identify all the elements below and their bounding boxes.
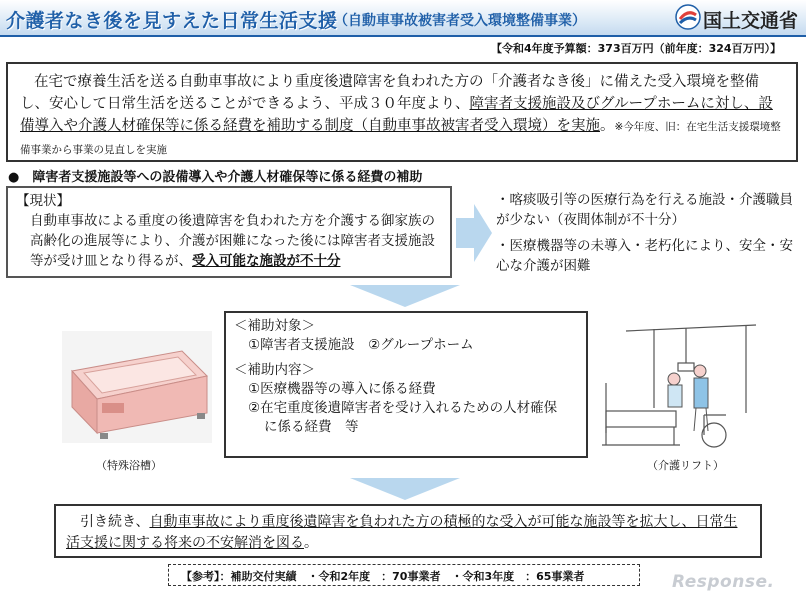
conclusion-box (54, 504, 762, 558)
arrow-down-icon (350, 285, 460, 307)
ministry-name: 国土交通省 (703, 10, 799, 32)
arrow-right-icon (456, 204, 492, 262)
subsidy-box (224, 311, 588, 458)
care-lift-image (596, 323, 766, 455)
intro-end: 。 (600, 118, 615, 134)
subsidy-targets: ①障害者支援施設 ②グループホーム (248, 337, 474, 353)
conclusion-highlight: 自動車事故により重度後遺障害を負われた方の積極的な受入が可能な施設等を拡大し、日常生活支援に関する将来の不安解消を図る (66, 514, 738, 551)
arrow-down-icon (350, 478, 460, 500)
subsidy-content-2: ②在宅重度後遺障害者を受け入れるための人材確保 (248, 400, 558, 416)
issues-list (492, 190, 798, 282)
subsidy-content-2-cont: に係る経費 等 (264, 419, 359, 435)
current-highlight: 受入可能な施設が不十分 (192, 253, 341, 269)
page-title: 介護者なき後を見すえた日常生活支援 (6, 10, 338, 32)
current-label: 【現状】 (16, 193, 70, 209)
current-situation-box (6, 186, 452, 278)
bathtub-caption: （特殊浴槽） (96, 459, 162, 472)
reference-box: 【参考】：補助交付実績 ・令和2年度 ：70事業者 ・令和3年度 ：65事業者 (168, 564, 640, 586)
ministry-logo-icon (675, 4, 701, 30)
intro-note: ※今年度、旧：在宅生活支援環境整備事業から事業の見直しを実施 (20, 121, 781, 156)
special-bathtub-image (62, 331, 212, 443)
watermark: Response. (672, 572, 775, 592)
current-text: 自動車事故による重度の後遺障害を負われた方を介護する御家族の高齢化の進展等により、介護が困難になった後には障害者支援施設等が受け皿となり得るが、 (30, 213, 435, 269)
budget-line: 【令和4年度予算額：373百万円（前年度：324百万円）】 (491, 42, 782, 55)
issue-item: ・医療機器等の未導入・老朽化により、安全・安心な介護が困難 (496, 238, 793, 274)
conclusion-text: 引き続き、 (80, 514, 150, 530)
issue-item: ・喀痰吸引等の医療行為を行える施設・介護職員が少ない（夜間体制が不十分） (496, 192, 793, 228)
header-divider (0, 35, 806, 37)
section-heading: ● 障害者支援施設等への設備導入や介護人材確保等に係る経費の補助 (8, 170, 423, 185)
subsidy-content-label: ＜補助内容＞ (234, 362, 315, 378)
conclusion-end: 。 (304, 535, 318, 551)
intro-text: 在宅で療養生活を送る自動車事故により重度後遺障害を負われた方の「介護者なき後」に備えた受入環境を整備し、安心して日常生活を送ることができるよう、平成３０年度より、 (20, 74, 759, 112)
intro-highlight: 障害者支援施設及びグループホームに対し、設備導入や介護人材確保等に係る経費を補助する制度（自動車事故被害者受入環境）を実施 (20, 96, 773, 134)
subsidy-content-1: ①医療機器等の導入に係る経費 (248, 381, 436, 397)
lift-caption: （介護リフト） (647, 459, 724, 472)
intro-box (6, 62, 798, 162)
subsidy-target-label: ＜補助対象＞ (234, 318, 315, 334)
page-subtitle: （自動車事故被害者受入環境整備事業） (334, 13, 586, 29)
